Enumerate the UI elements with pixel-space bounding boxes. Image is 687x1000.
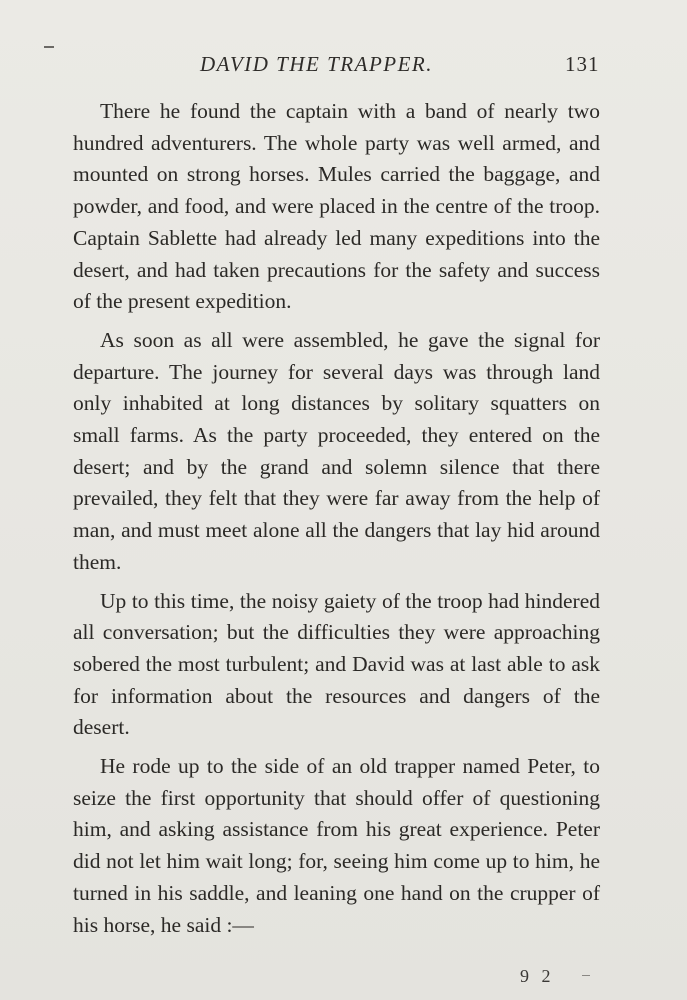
signature-mark: 9 2 <box>520 966 555 986</box>
page-number: 131 <box>565 52 600 76</box>
margin-mark <box>582 975 590 976</box>
paragraph: As soon as all were assembled, he gave the signal for departure. The journey for several days was through land only inhabited at long distances by solitary squatters on small farms. As the party proceeded, they entered on the desert; and by the grand and solemn silence that there prevailed, they felt that they were far away from the help of man, and must meet alone all the dangers that lay hid around them. <box>73 327 600 574</box>
paragraph: Up to this time, the noisy gaiety of the troop had hindered all conversation; but the difficulties they were approaching sobered the most turbulent; and David was at last able to ask for information about the resources and dangers of the desert. <box>73 588 600 740</box>
body-text <box>73 96 600 948</box>
paragraph: There he found the captain with a band of nearly two hundred adventurers. The whole party was well armed, and mounted on strong horses. Mules carried the baggage, and powder, and food, and were placed in the centre of the troop. Captain Sablette had already led many expeditions into the desert, and had taken precautions for the safety and success of the present expedition. <box>73 99 600 314</box>
running-title: DAVID THE TRAPPER. <box>200 52 434 76</box>
margin-mark <box>44 46 54 48</box>
paragraph: He rode up to the side of an old trapper named Peter, to seize the first opportunity that should offer of questioning him, and asking assistance from his great experience. Peter did not let him wait long; for, seeing him come up to him, he turned in his saddle, and leaning one hand on the crupper of his horse, he said :— <box>73 754 600 937</box>
